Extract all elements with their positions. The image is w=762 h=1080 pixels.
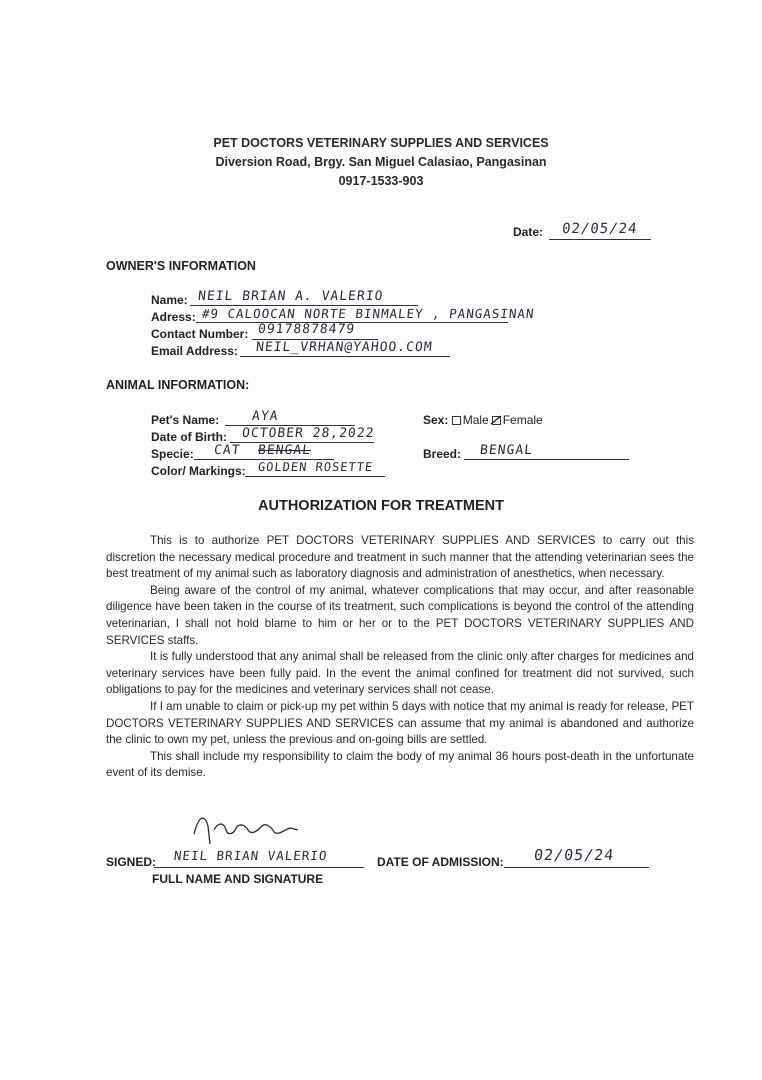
paragraph-3: It is fully understood that any animal shall be released from the clinic only after charges for medicines and veterinary services have been fully paid. In the event the animal confined for treatment did not survived, such obligations to pay for the medicines and veterinary services shall not cease. [106,650,694,697]
specie-label: Specie: [151,447,194,461]
sex-male-option: Male [462,413,489,427]
admission-line [504,867,649,868]
animal-section-title: ANIMAL INFORMATION: [106,378,250,392]
clinic-phone: 0917-1533-903 [338,174,424,188]
authorization-title: AUTHORIZATION FOR TREATMENT [258,498,504,514]
pet-name-label: Pet's Name: [151,413,220,427]
authorization-body [106,533,694,782]
female-checkbox[interactable] [492,416,501,425]
dob-value: OCTOBER 28,2022 [241,426,376,441]
breed-label: Breed: [423,447,462,461]
signed-label: SIGNED: [106,855,157,869]
color-label: Color/ Markings: [151,464,246,478]
breed-line [464,459,629,460]
owner-email-line [240,356,450,357]
color-line [245,476,385,477]
check-slash-icon [490,415,502,425]
paragraph-1: This is to authorize PET DOCTORS VETERINARY SUPPLIES AND SERVICES to carry out this discretion the necessary medical procedure and treatment in such manner that the attending veterinarian sees the best treatment of my animal such as laboratory diagnosis and administration of anesthetics, when necessary. [106,534,694,581]
signed-name: NEIL BRIAN VALERIO [173,848,329,863]
dob-label: Date of Birth: [151,430,227,444]
paragraph-5: This shall include my responsibility to claim the body of my animal 36 hours post-death in the unfortunate event of its demise. [106,749,694,780]
handwritten-signature [188,808,308,848]
owner-contact-label: Contact Number: [151,327,249,341]
sex-female-option: Female [502,413,543,427]
sex-label: Sex: [423,413,449,427]
clinic-address: Diversion Road, Brgy. San Miguel Calasiao, Pangasinan [215,155,547,169]
owner-name-label: Name: [151,293,188,307]
owner-section-title: OWNER'S INFORMATION [106,259,256,273]
paragraph-4: If I am unable to claim or pick-up my pet within 5 days with notice that my animal is ready for release, PET DOCTORS VETERINARY SUPPLIES AND SERVICES can assume that my animal is abandoned and authorize the clinic to own my pet, unless the previous and on-going bills are settled. [106,699,694,747]
breed-value: BENGAL [479,443,534,458]
pet-name-value: AYA [251,409,280,424]
signature-caption: FULL NAME AND SIGNATURE [152,872,324,886]
clinic-name: PET DOCTORS VETERINARY SUPPLIES AND SERVICES [213,136,549,150]
date-label: Date: [513,225,544,239]
sex-field [423,413,543,427]
admission-value: 02/05/24 [533,846,616,864]
specie-struck-value: BENGAL [257,443,312,458]
owner-email-value: NEIL_VRHAN@YAHOO.COM [255,340,434,355]
date-line [549,239,651,240]
signed-line [154,867,364,868]
specie-value: CAT [213,443,242,458]
owner-name-value: NEIL BRIAN A. VALERIO [197,289,385,304]
owner-email-label: Email Address: [151,344,238,358]
date-value: 02/05/24 [561,221,639,237]
owner-contact-value: 09178878479 [257,322,356,337]
paragraph-2: Being aware of the control of my animal, whatever complications that may occur, and after reasonable diligence have been taken in the course of its treatment, such complications is beyond the control of the attending veterinarian, I shall not hold blame to him or her or to the PET DOCTORS VETERINARY SUPPLIES AND SERVICES staffs. [106,583,694,647]
owner-address-value: #9 CALOOCAN NORTE BINMALEY , PANGASINAN [201,306,536,321]
color-value: GOLDEN ROSETTE [257,460,374,474]
admission-label: DATE OF ADMISSION: [377,855,504,869]
owner-address-label: Adress: [151,310,196,324]
male-checkbox[interactable] [452,416,461,425]
